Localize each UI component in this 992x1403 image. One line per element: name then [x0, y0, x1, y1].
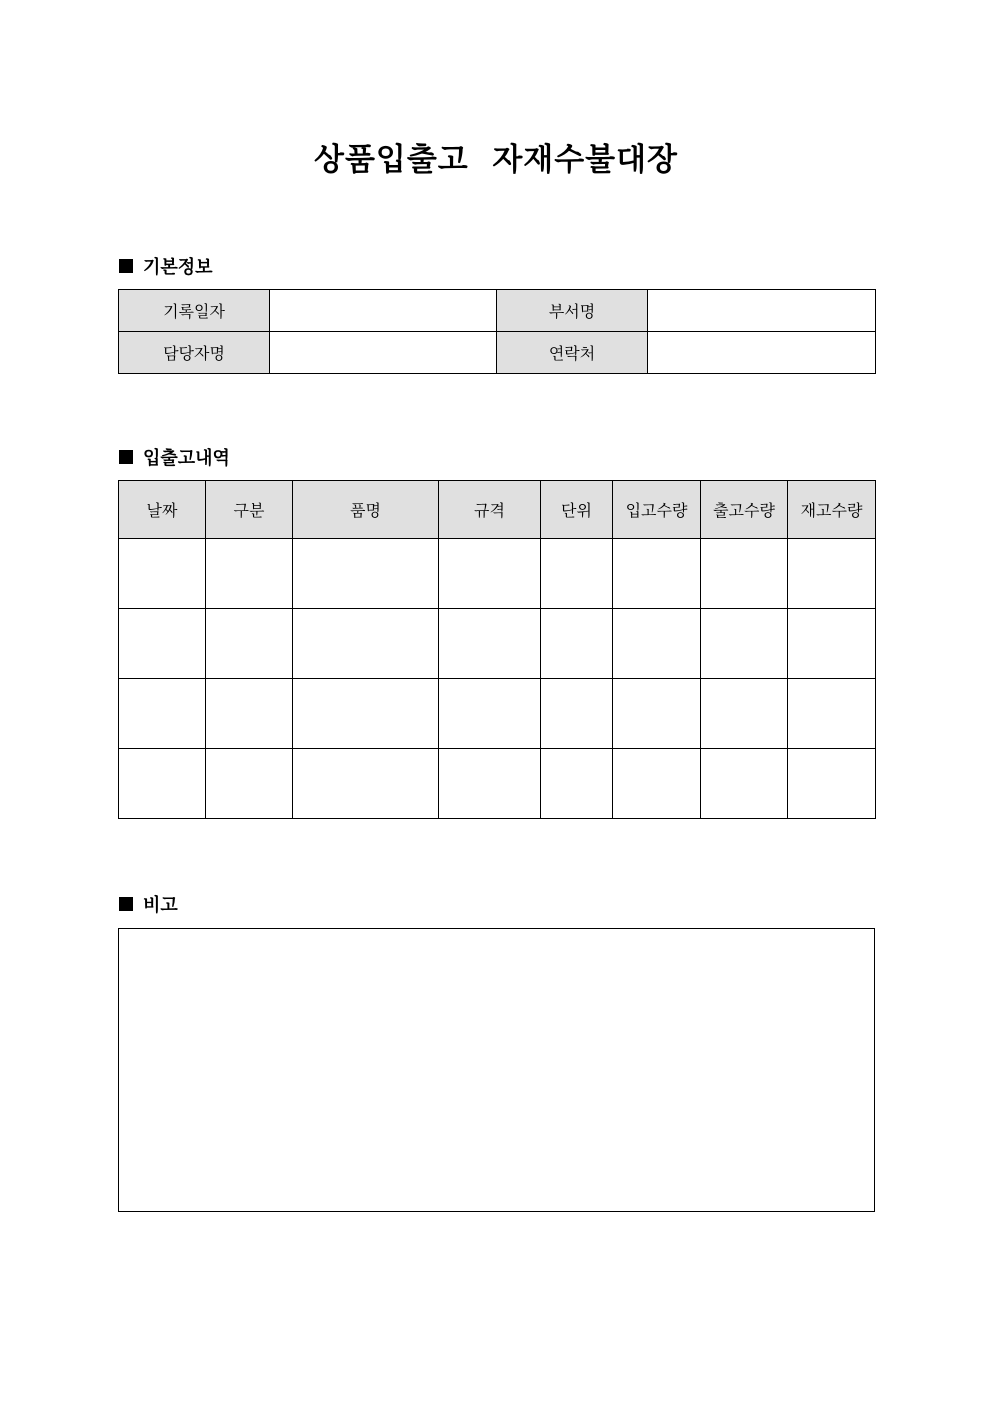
- table-cell[interactable]: [439, 609, 541, 679]
- column-header-type: 구분: [206, 481, 293, 539]
- table-cell[interactable]: [788, 749, 876, 819]
- table-cell[interactable]: [613, 749, 701, 819]
- table-cell[interactable]: [541, 539, 613, 609]
- square-bullet-icon: [119, 259, 133, 273]
- table-cell[interactable]: [788, 539, 876, 609]
- table-row: [119, 539, 876, 609]
- department-label: 부서명: [497, 290, 648, 332]
- table-cell[interactable]: [613, 609, 701, 679]
- square-bullet-icon: [119, 897, 133, 911]
- department-field[interactable]: [648, 290, 876, 332]
- table-cell[interactable]: [293, 539, 439, 609]
- table-cell[interactable]: [439, 749, 541, 819]
- column-header-spec: 규격: [439, 481, 541, 539]
- table-cell[interactable]: [119, 749, 206, 819]
- table-cell[interactable]: [439, 679, 541, 749]
- remarks-heading: [119, 891, 178, 917]
- table-cell[interactable]: [701, 539, 788, 609]
- column-header-date: 날짜: [119, 481, 206, 539]
- table-cell[interactable]: [206, 749, 293, 819]
- contact-label: 연락처: [497, 332, 648, 374]
- remarks-field[interactable]: [118, 928, 875, 1212]
- transactions-heading-text: 입출고내역: [143, 448, 230, 469]
- column-header-unit: 단위: [541, 481, 613, 539]
- square-bullet-icon: [119, 450, 133, 464]
- manager-name-field[interactable]: [270, 332, 497, 374]
- record-date-field[interactable]: [270, 290, 497, 332]
- basic-info-heading-text: 기본정보: [143, 257, 213, 278]
- table-row: [119, 609, 876, 679]
- record-date-label: 기록일자: [119, 290, 270, 332]
- manager-name-label: 담당자명: [119, 332, 270, 374]
- table-row: [119, 679, 876, 749]
- transactions-table: [118, 480, 876, 819]
- table-cell[interactable]: [701, 679, 788, 749]
- table-cell[interactable]: [206, 609, 293, 679]
- column-header-item-name: 품명: [293, 481, 439, 539]
- table-cell[interactable]: [206, 679, 293, 749]
- column-header-out-qty: 출고수량: [701, 481, 788, 539]
- table-cell[interactable]: [119, 609, 206, 679]
- table-cell[interactable]: [541, 679, 613, 749]
- table-cell[interactable]: [293, 679, 439, 749]
- table-cell[interactable]: [613, 539, 701, 609]
- contact-field[interactable]: [648, 332, 876, 374]
- remarks-heading-text: 비고: [143, 895, 178, 916]
- table-cell[interactable]: [119, 539, 206, 609]
- table-cell[interactable]: [119, 679, 206, 749]
- table-row: [119, 332, 876, 374]
- table-row: [119, 749, 876, 819]
- table-cell[interactable]: [701, 609, 788, 679]
- table-cell[interactable]: [293, 749, 439, 819]
- column-header-stock-qty: 재고수량: [788, 481, 876, 539]
- table-header-row: [119, 481, 876, 539]
- table-cell[interactable]: [293, 609, 439, 679]
- document-title: 상품입출고 자재수불대장: [314, 142, 678, 178]
- table-cell[interactable]: [206, 539, 293, 609]
- table-row: [119, 290, 876, 332]
- table-cell[interactable]: [613, 679, 701, 749]
- column-header-in-qty: 입고수량: [613, 481, 701, 539]
- basic-info-heading: [119, 253, 213, 279]
- transactions-heading: [119, 444, 230, 470]
- table-cell[interactable]: [701, 749, 788, 819]
- table-cell[interactable]: [788, 679, 876, 749]
- table-cell[interactable]: [541, 609, 613, 679]
- table-cell[interactable]: [541, 749, 613, 819]
- table-cell[interactable]: [788, 609, 876, 679]
- table-cell[interactable]: [439, 539, 541, 609]
- basic-info-table: [118, 289, 876, 374]
